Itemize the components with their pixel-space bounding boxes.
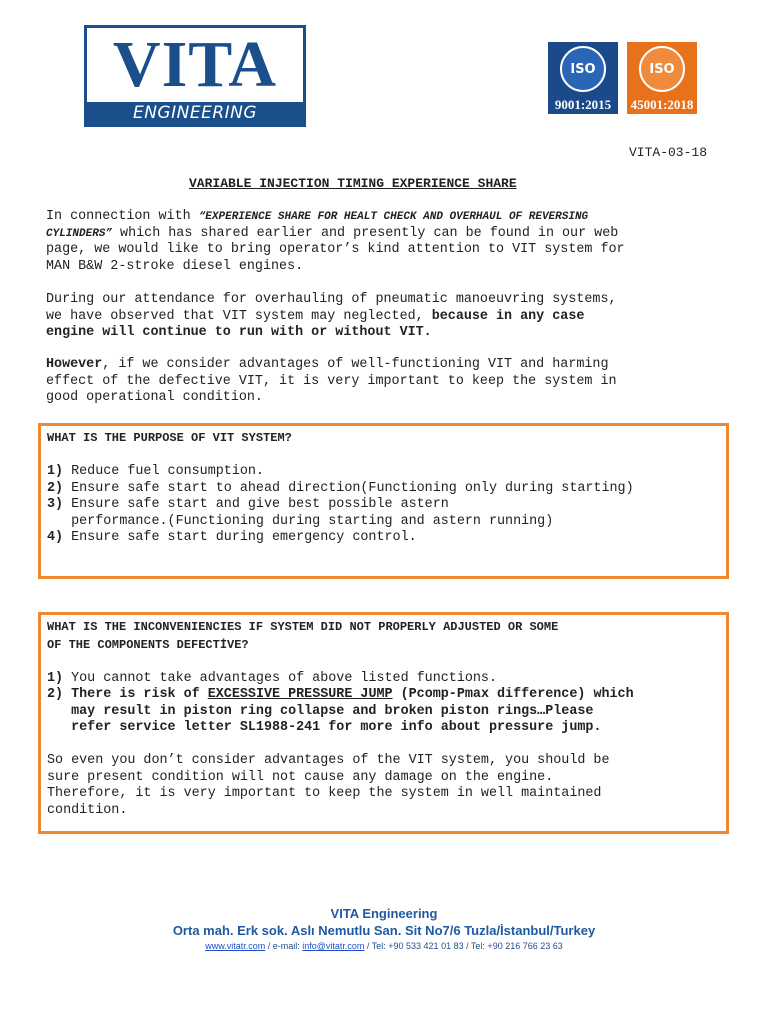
observation-paragraph (46, 292, 726, 342)
box-title: OF THE COMPONENTS DEFECTİVE? (47, 637, 249, 652)
iso-label: ISO (570, 61, 596, 77)
document-reference: VITA-03-18 (629, 145, 708, 160)
box-title: WHAT IS THE PURPOSE OF VIT SYSTEM? (47, 431, 292, 445)
item-number: 1) (47, 464, 64, 479)
iso-9001-badge (548, 42, 618, 114)
list-item: (Pcomp-Pmax difference) which (392, 687, 634, 702)
item-number: 2) (47, 687, 64, 702)
iso-number: 45001:2018 (630, 97, 694, 112)
importance-paragraph (46, 357, 726, 407)
list-item: Ensure safe start during emergency control. (63, 530, 417, 545)
footer-company: VITA Engineering (330, 906, 438, 921)
pressure-jump-highlight: EXCESSIVE PRESSURE JUMP (207, 687, 393, 702)
text: which has shared earlier and presently can be found in our web (112, 225, 619, 241)
item-number: 2) (47, 480, 64, 496)
text: effect of the defective VIT, it is very important to keep the system in (46, 373, 617, 389)
list-item: There is risk of (63, 687, 208, 702)
text: During our attendance for overhauling of pneumatic manoeuvring systems, (46, 292, 617, 307)
iso-number: 9001:2015 (554, 97, 612, 112)
item-number: 1) (47, 670, 64, 686)
iso-seal-icon (560, 46, 606, 92)
referenced-title: “EXPERIENCE SHARE FOR HEALT CHECK AND OVERHAUL OF REVERSING (198, 211, 589, 223)
text: , if we consider advantages of well-functioning VIT and harming (102, 357, 609, 372)
email-label: / e-mail: (265, 941, 303, 951)
website-link[interactable]: www.vitatr.com (205, 941, 266, 951)
text: In connection with (46, 209, 199, 224)
item-number: 4) (47, 530, 64, 545)
iso-45001-badge (627, 42, 697, 114)
iso-seal-icon (639, 46, 685, 92)
phone-numbers: / Tel: +90 533 421 01 83 / Tel: +90 216 766 23 63 (364, 941, 563, 951)
emphasis: However (46, 357, 103, 372)
inconveniences-box (38, 612, 729, 834)
item-number: 3) (47, 497, 64, 512)
intro-paragraph (46, 209, 726, 275)
footer-contact (0, 941, 768, 951)
conclusion-text: Therefore, it is very important to keep the system in well maintained (47, 786, 602, 801)
referenced-title: CYLINDERS” (46, 227, 113, 240)
footer-address: Orta mah. Erk sok. Aslı Nemutlu San. Sit No7/6 Tuzla/İstanbul/Turkey (172, 923, 596, 938)
list-item: refer service letter SL1988-241 for more info about pressure jump. (47, 720, 602, 735)
text: good operational condition. (46, 390, 263, 405)
list-item: Reduce fuel consumption. (63, 464, 264, 479)
purpose-box (38, 423, 729, 579)
logo-main-text: VITA (112, 28, 278, 101)
list-item: Ensure safe start to ahead direction(Functioning only during starting) (63, 480, 634, 496)
box-title: WHAT IS THE INCONVENIENCIES IF SYSTEM DID NOT PROPERLY ADJUSTED OR SOME (47, 620, 559, 634)
list-item: may result in piston ring collapse and broken piston rings…Please (47, 703, 594, 719)
emphasis: because in any case (431, 308, 585, 324)
text: MAN B&W 2-stroke diesel engines. (46, 258, 304, 274)
conclusion-text: condition. (47, 802, 128, 818)
logo-sub-text: ENGINEERING (87, 102, 303, 124)
list-item: You cannot take advantages of above listed functions. (63, 670, 498, 686)
company-logo (84, 25, 306, 127)
text: we have observed that VIT system may neglected, (46, 308, 432, 324)
list-item: performance.(Functioning during starting and astern running) (47, 513, 554, 529)
conclusion-text: So even you don’t consider advantages of the VIT system, you should be (47, 753, 610, 768)
text: page, we would like to bring operator’s kind attention to VIT system for (46, 242, 625, 257)
document-title: VARIABLE INJECTION TIMING EXPERIENCE SHARE (189, 176, 517, 191)
email-link[interactable]: info@vitatr.com (302, 941, 365, 951)
conclusion-text: sure present condition will not cause any damage on the engine. (47, 769, 554, 785)
iso-label: ISO (649, 61, 675, 77)
list-item: Ensure safe start and give best possible astern (63, 497, 449, 512)
emphasis: engine will continue to run with or without VIT. (46, 325, 432, 340)
